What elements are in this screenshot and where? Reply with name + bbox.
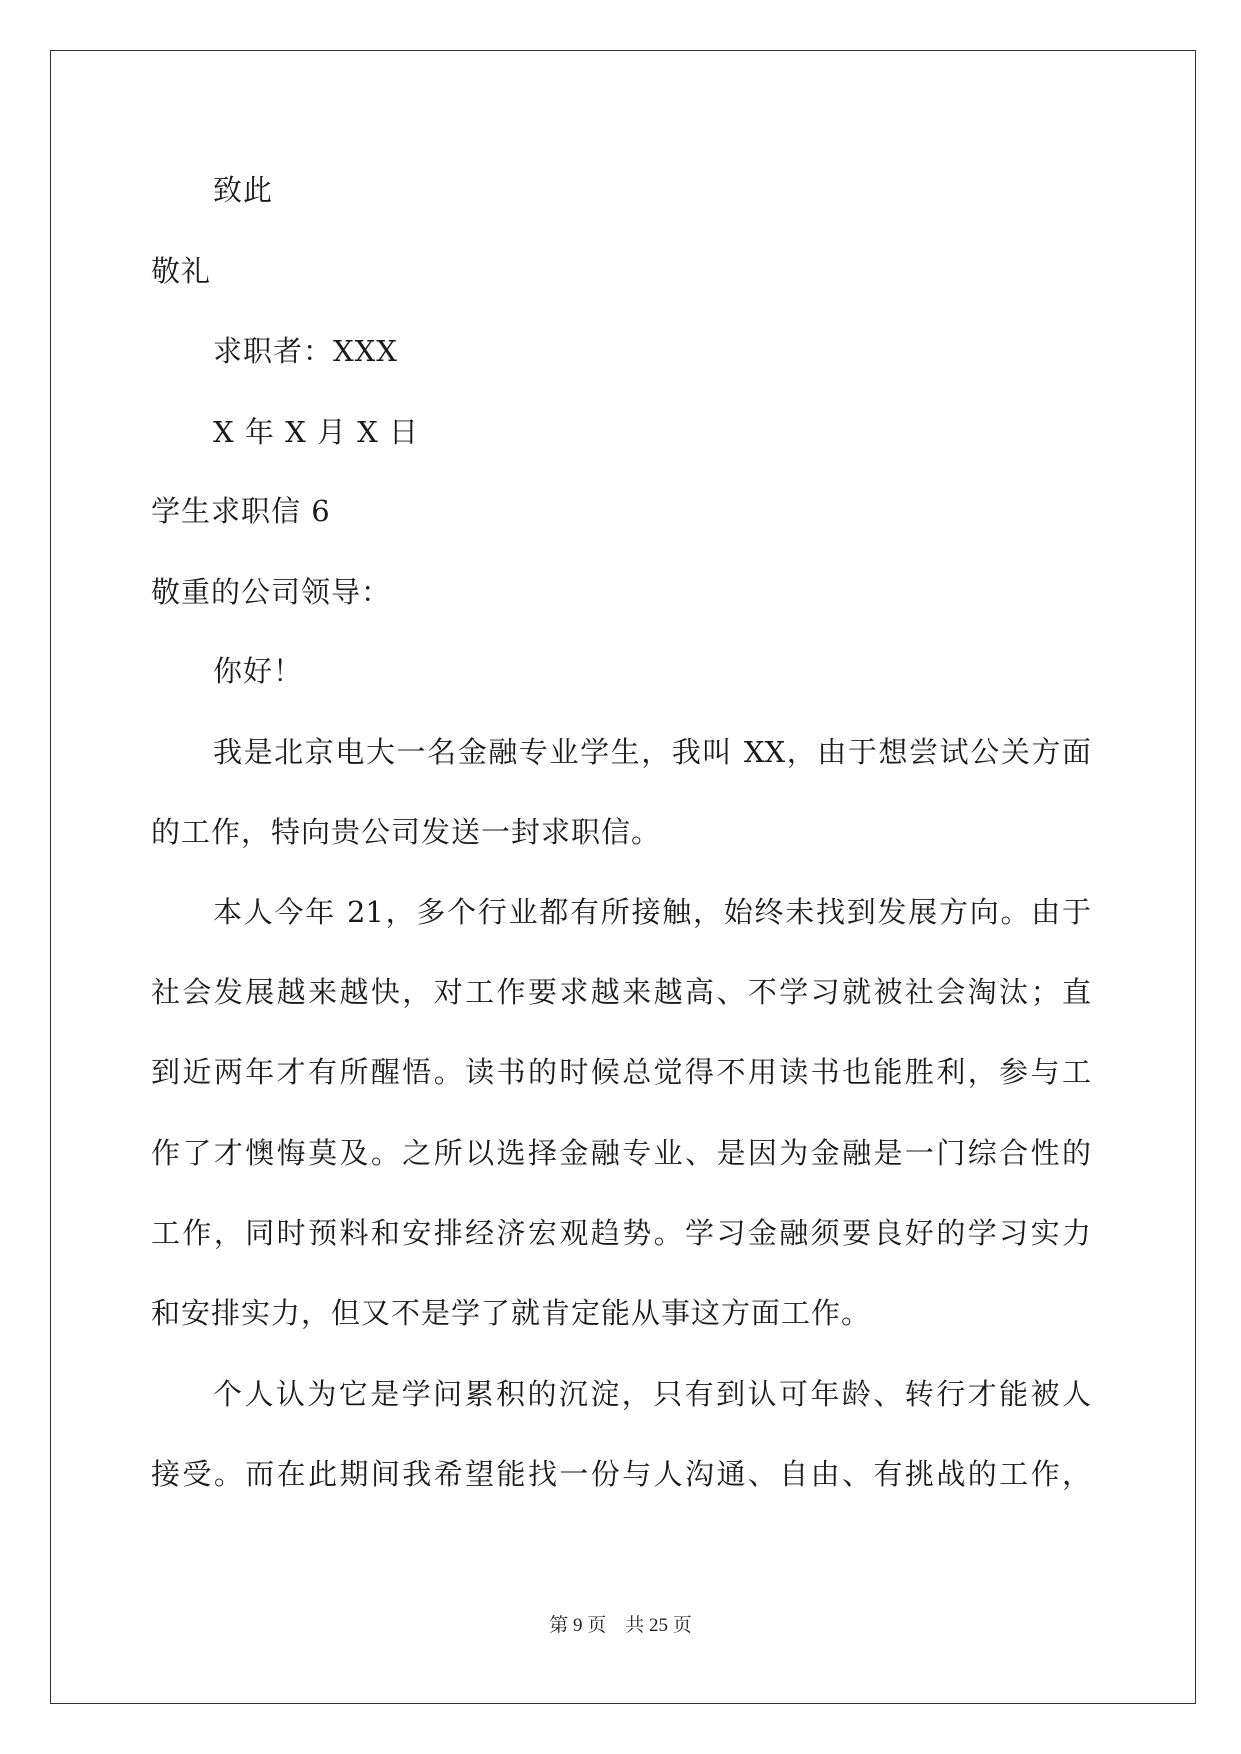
page-total: 共 25 页: [625, 1615, 692, 1636]
paragraph-line: 本人今年 21，多个行业都有所接触，始终未找到发展方向。由于: [213, 895, 1091, 929]
paragraph-line: 作了才懊悔莫及。之所以选择金融专业、是因为金融是一门综合性的: [151, 1136, 1091, 1170]
paragraph-line: 接受。而在此期间我希望能找一份与人沟通、自由、有挑战的工作，: [151, 1457, 1091, 1491]
signer-line: 求职者：XXX: [213, 334, 398, 368]
page-border: [50, 50, 1196, 1704]
salutation: 敬重的公司领导：: [151, 575, 392, 609]
paragraph-line: 的工作，特向贵公司发送一封求职信。: [151, 815, 662, 849]
date-line: X 年 X 月 X 日: [213, 415, 420, 449]
greeting: 你好！: [213, 654, 304, 688]
paragraph-line: 到近两年才有所醒悟。读书的时候总觉得不用读书也能胜利，参与工: [151, 1055, 1091, 1089]
closing-line: 致此: [213, 173, 274, 207]
paragraph-line: 社会发展越来越快，对工作要求越来越高、不学习就被社会淘汰；直: [151, 975, 1091, 1009]
section-title: 学生求职信 6: [151, 494, 331, 528]
paragraph-line: 我是北京电大一名金融专业学生，我叫 XX，由于想尝试公关方面: [213, 735, 1091, 769]
paragraph-line: 工作，同时预料和安排经济宏观趋势。学习金融须要良好的学习实力: [151, 1216, 1091, 1250]
page-footer: [0, 1610, 1241, 1637]
paragraph-line: 和安排实力，但又不是学了就肯定能从事这方面工作。: [151, 1296, 872, 1330]
paragraph-line: 个人认为它是学问累积的沉淀，只有到认可年龄、转行才能被人: [213, 1377, 1091, 1411]
page-number: 第 9 页: [549, 1615, 607, 1636]
closing-salute: 敬礼: [151, 254, 212, 288]
